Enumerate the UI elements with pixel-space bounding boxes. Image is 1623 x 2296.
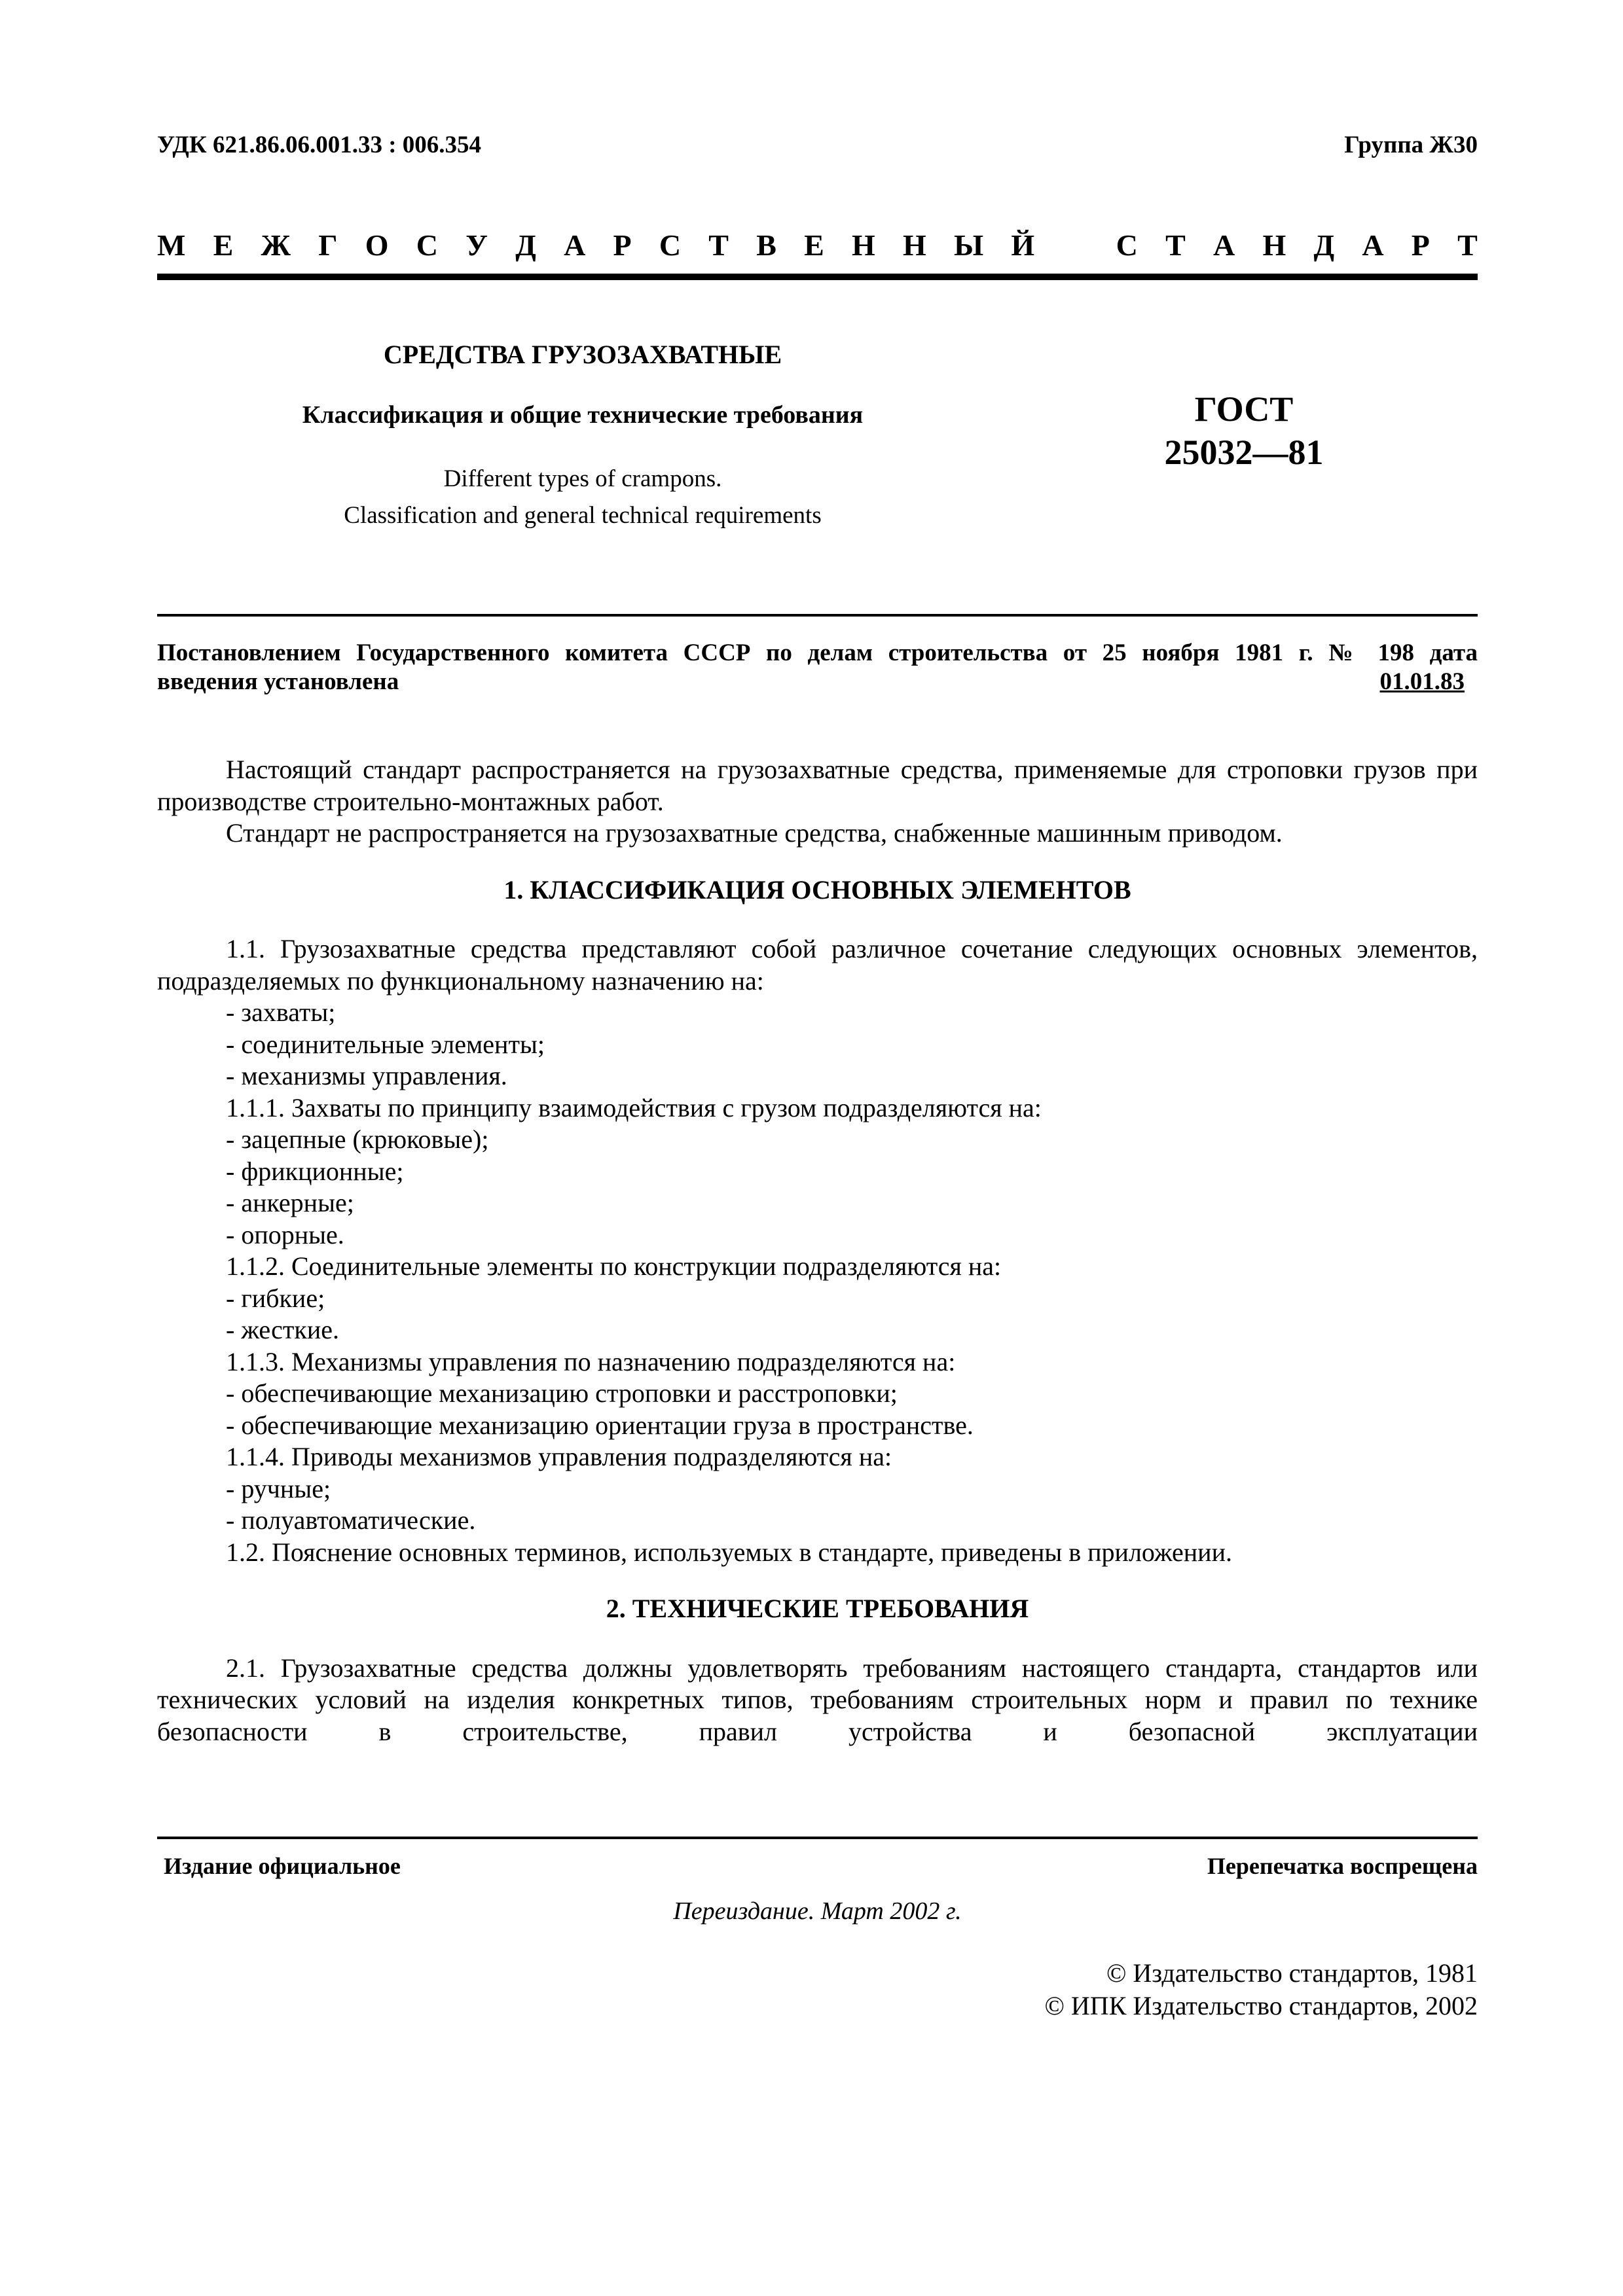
list-item: - соединительные элементы; [226,1029,545,1059]
banner-letter: Т [708,228,729,262]
group-code: Группа Ж30 [1344,132,1478,158]
banner-letter: Д [1313,228,1335,262]
banner-letter: Е [804,228,824,262]
list-item: - механизмы управления. [226,1061,507,1090]
decree-line-2-text: введения установлена [157,668,399,695]
introduction-date: 01.01.83 [1379,668,1465,695]
gost-designation [1113,387,1375,474]
banner-letter: А [564,228,586,262]
banner-letter: Н [852,228,875,262]
banner-letter: Р [1411,228,1430,262]
banner-letter: А [1213,228,1235,262]
document-title: СРЕДСТВА ГРУЗОЗАХВАТНЫЕ [383,340,782,369]
english-title-line-1: Different types of crampons. [443,465,722,492]
list-item: - фрикционные; [226,1156,404,1186]
banner-letter: Г [318,228,338,262]
list-item: 1.1.2. Соединительные элементы по конструкции подразделяются на: [226,1251,1002,1281]
list-item: - ручные; [226,1473,331,1503]
udc-code: УДК 621.86.06.001.33 : 006.354 [157,132,482,158]
clause-1-1: 1.1. Грузозахватные средства представляют собой различное сочетание следующих основных элементов, подразделяемых по функциональному назначению на: [157,934,1478,996]
banner-letter: У [465,228,488,262]
banner-letter: Д [515,228,536,262]
banner-word-gap [1062,228,1088,262]
list-item: 1.1.1. Захваты по принципу взаимодействия с грузом подразделяются на: [226,1092,1042,1122]
banner-letter: В [756,228,776,262]
list-item: - зацепные (крюковые); [226,1124,489,1154]
banner-letter: М [157,228,186,262]
copyright-2002: © ИПК Издательство стандартов, 2002 [1044,1991,1478,2020]
list-item: 1.1.3. Механизмы управления по назначению подразделяются на: [226,1346,956,1376]
reprint-prohibited-label: Перепечатка воспрещена [1207,1853,1478,1879]
decree-line-2 [157,668,1478,696]
english-title [157,461,1008,534]
list-item: - обеспечивающие механизацию строповки и расстроповки; [226,1378,898,1408]
standard-banner [157,228,1478,262]
list-item: - обеспечивающие механизацию ориентации груза в пространстве. [226,1410,974,1440]
banner-letter: А [1362,228,1384,262]
clause-2-1: 2.1. Грузозахватные средства должны удовлетворять требованиям настоящего стандарта, стандартов или технических условий на изделия конкретных типов, требованиям строительных норм и правил по технике безопасности в строительстве, правил устройства и безопасной эксплуатации [157,1653,1478,1746]
banner-letter: С [1116,228,1138,262]
section-2-heading: 2. ТЕХНИЧЕСКИЕ ТРЕБОВАНИЯ [606,1594,1029,1623]
banner-letter: С [659,228,682,262]
banner-letter: Р [613,228,632,262]
list-item: - анкерные; [226,1188,354,1217]
list-item: - жесткие. [226,1315,340,1344]
section-1-list [157,997,1478,1568]
copyright-1981: © Издательство стандартов, 1981 [1106,1958,1478,1988]
intro-paragraph-2: Стандарт не распространяется на грузозахватные средства, снабженные машинным приводом. [226,818,1283,848]
list-item: - опорные. [226,1219,344,1249]
banner-letter: Ж [261,228,291,262]
list-item: 1.2. Пояснение основных терминов, используемых в стандарте, приведены в приложении. [226,1537,1232,1567]
banner-letter: Н [1262,228,1286,262]
intro-paragraph-1: Настоящий стандарт распространяется на грузозахватные средства, применяемые для строповки грузов при производстве строительно-монтажных работ. [157,755,1478,816]
title-rule [157,614,1478,617]
list-item: - гибкие; [226,1283,325,1313]
reissue-note: Переиздание. Март 2002 г. [673,1897,962,1925]
gost-number: 25032—81 [1164,433,1324,472]
footer-rule [157,1837,1478,1839]
banner-letter: С [416,228,438,262]
banner-letter: Н [903,228,926,262]
gost-label: ГОСТ [1194,389,1294,429]
decree-block [157,639,1478,696]
decree-line-1: Постановлением Государственного комитета СССР по делам строительства от 25 ноября 1981 г. № 198 дата [157,639,1478,666]
document-subtitle: Классификация и общие технические требования [302,401,864,429]
copyright-block [1045,1957,1478,2022]
banner-letter: Т [1165,228,1186,262]
banner-letter: Й [1011,228,1035,262]
header-rule [157,274,1478,280]
banner-letter: Е [213,228,234,262]
list-item: 1.1.4. Приводы механизмов управления подразделяются на: [226,1442,892,1471]
document-body [157,754,1478,1748]
banner-letter: О [365,228,389,262]
list-item: - захваты; [226,997,336,1027]
english-title-line-2: Classification and general technical requirements [344,502,822,529]
official-edition-label: Издание официальное [164,1853,401,1879]
banner-letter: Ы [954,228,984,262]
section-1-heading: 1. КЛАССИФИКАЦИЯ ОСНОВНЫХ ЭЛЕМЕНТОВ [503,874,1131,905]
list-item: - полуавтоматические. [226,1505,476,1535]
banner-letter: Т [1457,228,1478,262]
